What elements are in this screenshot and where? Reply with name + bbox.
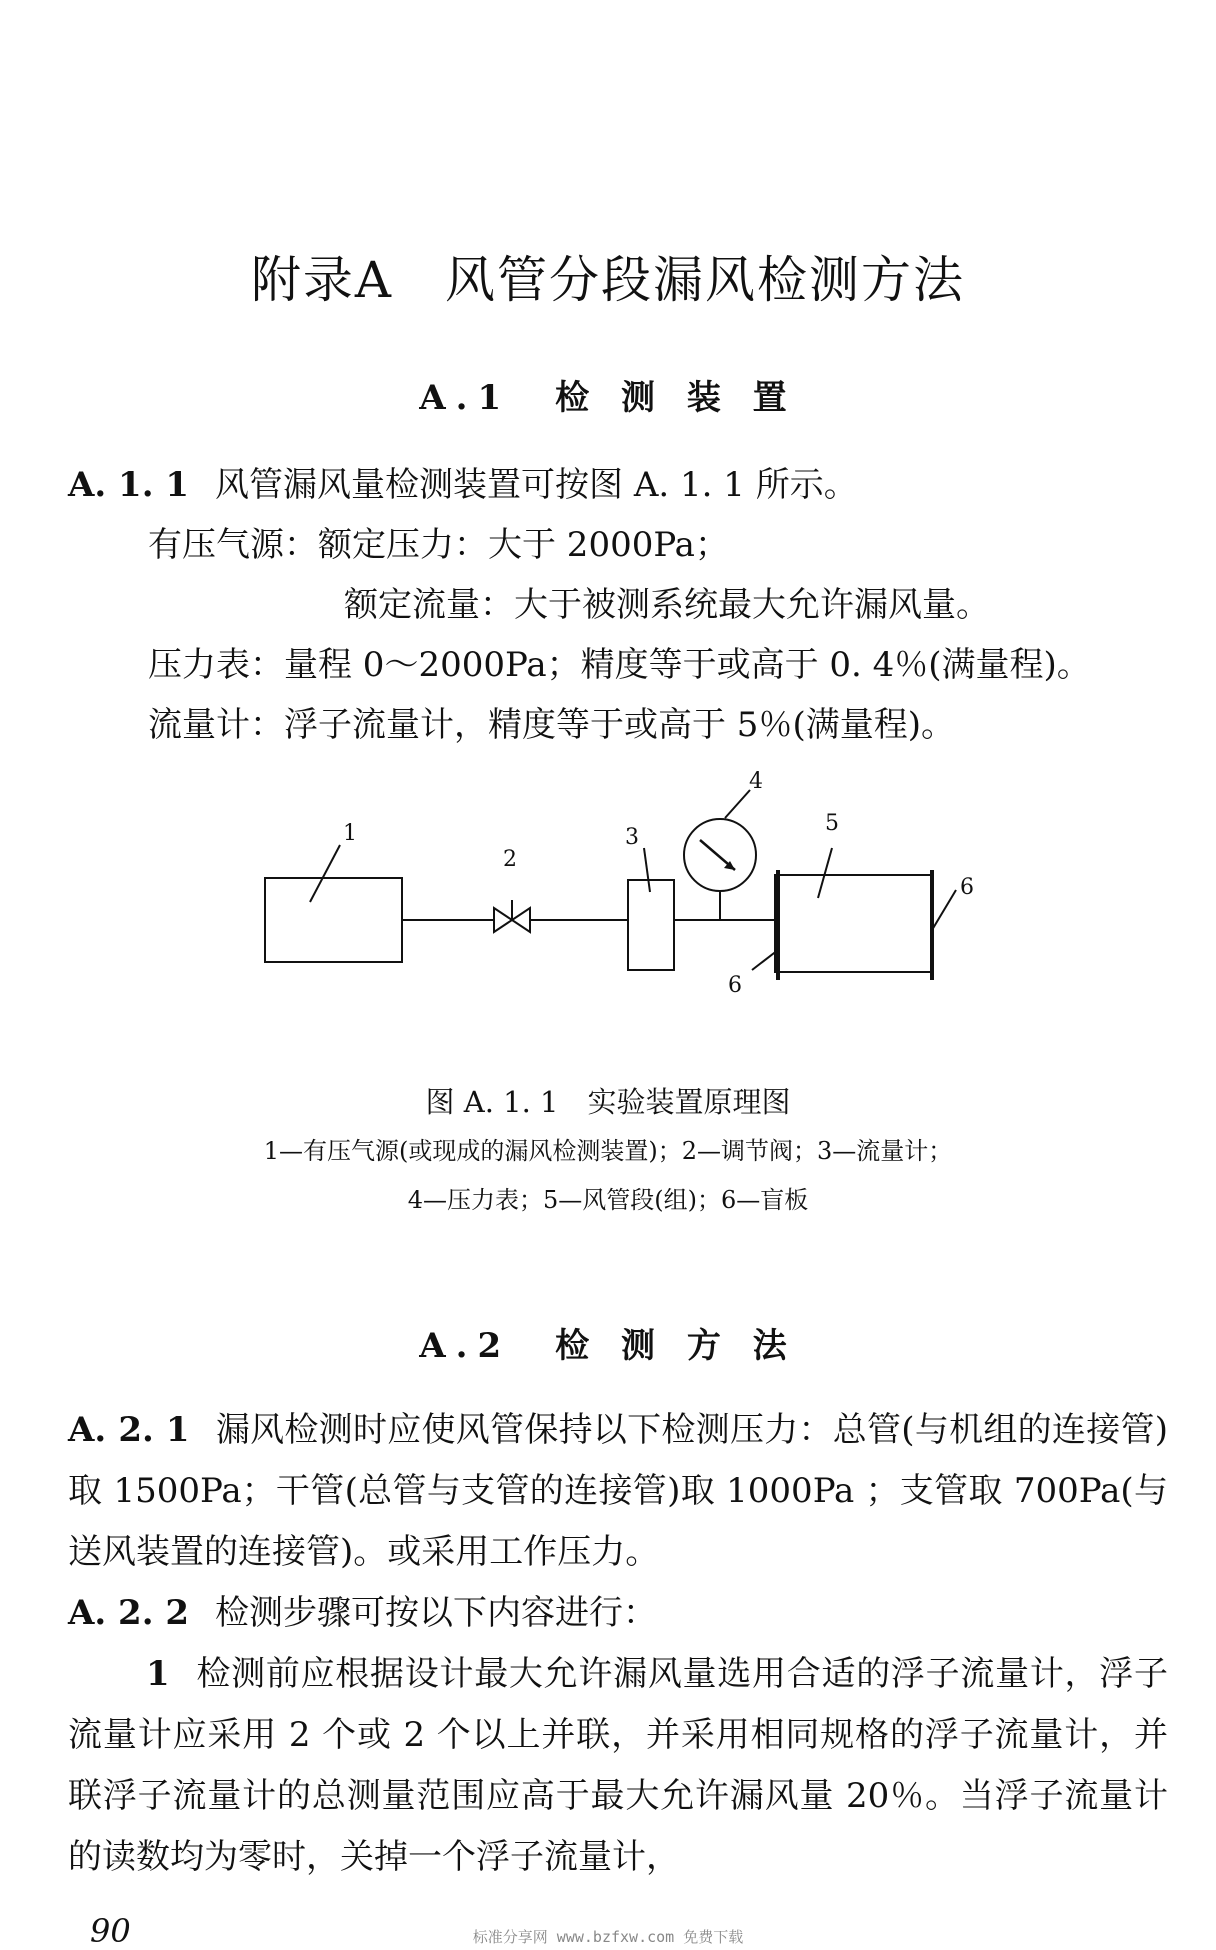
diagram-label-5: 5 [825,811,839,836]
diagram-label-1: 1 [343,821,357,846]
clause-a11-text: 风管漏风量检测装置可按图 A. 1. 1 所示。 [215,465,858,505]
section-a1-heading: A.1 检 测 装 置 [419,378,797,418]
flow-meter-box [628,880,674,970]
diagram-label-6-right: 6 [960,875,974,900]
diagram-label-2: 2 [503,847,517,872]
clause-a21-number: A. 2. 1 [68,1410,190,1450]
apparatus-diagram [0,770,1216,1000]
page-number: 90 [90,1912,131,1950]
clause-a11-line3: 压力表：量程 0～2000Pa；精度等于或高于 0. 4％(满量程)。 [148,645,1091,685]
figure-caption: 图 A. 1. 1 实验装置原理图 [425,1085,791,1119]
diagram-label-3: 3 [625,825,639,850]
clause-a11-line2: 额定流量：大于被测系统最大允许漏风量。 [344,585,990,625]
figure-legend-line1: 1—有压气源(或现成的漏风检测装置)；2—调节阀；3—流量计； [263,1137,953,1165]
duct-segment-box [775,875,933,972]
diagram-label-4: 4 [749,770,763,794]
clause-a22 [68,1583,657,1644]
clause-a22-number: A. 2. 2 [68,1593,190,1633]
clause-a11-line1: 有压气源：额定压力：大于 2000Pa； [148,525,729,565]
clause-a11-number: A. 1. 1 [68,465,190,505]
appendix-title: 附录A 风管分段漏风检测方法 [250,251,966,309]
pressure-gauge-icon [684,819,756,891]
step-item-1-text: 检测前应根据设计最大允许漏风量选用合适的浮子流量计，浮子流量计应采用 2 个或 2 个以上并联，并采用相同规格的浮子流量计，并联浮子流量计的总测量范围应高于最大允许漏风量 20％。当浮子流量计的读数均为零时，关掉一个浮子流量计， [68,1654,1168,1877]
diagram-label-6-left: 6 [728,973,742,998]
clause-a21 [68,1400,1168,1583]
clause-a11 [68,455,858,516]
clause-a11-line4: 流量计：浮子流量计，精度等于或高于 5％(满量程)。 [148,705,955,745]
step-item-1 [68,1644,1168,1888]
valve-icon [494,908,512,932]
pressure-source-box [265,878,402,962]
footer-watermark: 标准分享网 www.bzfxw.com 免费下载 [472,1928,744,1946]
clause-a22-text: 检测步骤可按以下内容进行： [215,1593,658,1633]
step-item-1-number: 1 [146,1654,170,1694]
section-a2-heading: A.2 检 测 方 法 [419,1326,797,1366]
figure-legend-line2: 4—压力表；5—风管段(组)；6—盲板 [407,1186,809,1214]
clause-a21-text: 漏风检测时应使风管保持以下检测压力：总管(与机组的连接管)取 1500Pa；干管(总管与支管的连接管)取 1000Pa ；支管取 700Pa(与送风装置的连接管)。或采用工作压力。 [68,1410,1168,1572]
